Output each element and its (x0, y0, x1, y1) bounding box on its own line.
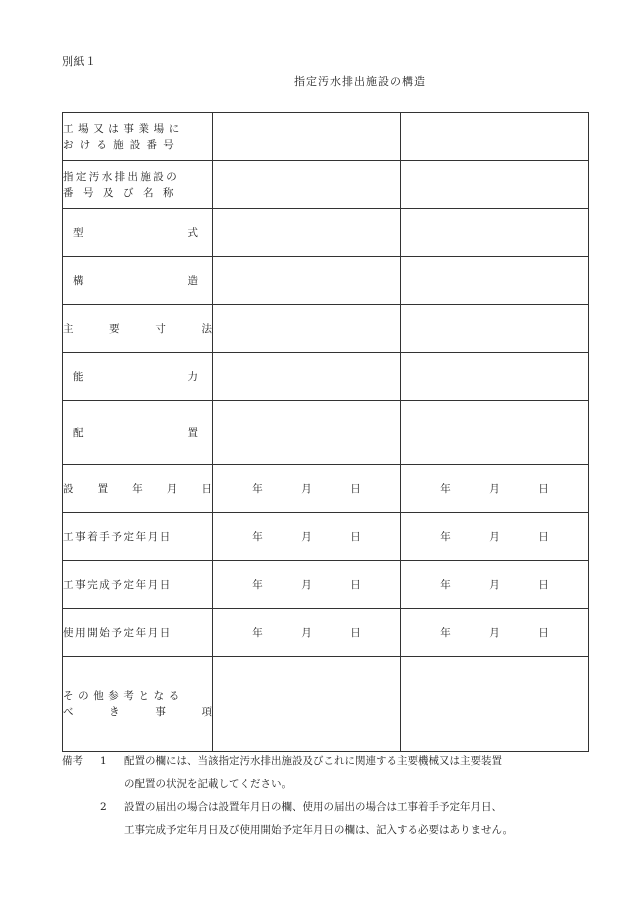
label-facility-number-line2: おける施設番号 (63, 138, 180, 151)
row-facility-name (63, 161, 589, 209)
document-title: 指定汚水排出施設の構造 (294, 75, 426, 88)
cell-facility-number-b[interactable] (401, 113, 589, 161)
row-capacity (63, 353, 589, 401)
cell-construction-start-b[interactable]: 年 月 日 (401, 513, 589, 561)
label-layout: 配 置 (63, 401, 213, 465)
label-facility-number-line1: 工場又は事業場に (63, 122, 184, 135)
label-facility-name-line2: 番号及び名称 (63, 186, 183, 199)
row-use-start (63, 609, 589, 657)
cell-other-reference-b[interactable] (401, 657, 589, 752)
row-install-date (63, 465, 589, 513)
cell-other-reference-a[interactable] (213, 657, 401, 752)
note-number: 2 (100, 801, 107, 813)
notes-section (62, 750, 588, 842)
cell-use-start-b[interactable]: 年 月 日 (401, 609, 589, 657)
cell-layout-b[interactable] (401, 401, 589, 465)
cell-capacity-a[interactable] (213, 353, 401, 401)
label-model: 型 式 (63, 209, 213, 257)
note-number: 1 (100, 755, 107, 767)
notes-heading: 備考 (62, 755, 83, 767)
cell-construction-end-b[interactable]: 年 月 日 (401, 561, 589, 609)
cell-dimensions-b[interactable] (401, 305, 589, 353)
cell-construction-end-a[interactable]: 年 月 日 (213, 561, 401, 609)
note-item-1 (62, 750, 588, 796)
label-construction-start: 工事着手予定年月日 (63, 513, 213, 561)
row-construction-end (63, 561, 589, 609)
cell-dimensions-a[interactable] (213, 305, 401, 353)
cell-model-b[interactable] (401, 209, 589, 257)
row-layout (63, 401, 589, 465)
label-use-start: 使用開始予定年月日 (63, 609, 213, 657)
label-other-reference-line2: べ き 事 項 (63, 706, 212, 718)
label-structure: 構 造 (63, 257, 213, 305)
cell-structure-b[interactable] (401, 257, 589, 305)
label-facility-name-line1: 指定汚水排出施設の (63, 170, 180, 183)
label-other-reference-line1: その他参考となる (63, 690, 184, 702)
note-text: 配置の欄には、当該指定汚水排出施設及びこれに関連する主要機械又は主要装置 の配置の状況を記載してください。 (124, 755, 502, 790)
cell-capacity-b[interactable] (401, 353, 589, 401)
label-facility-name (63, 161, 213, 209)
cell-facility-name-a[interactable] (213, 161, 401, 209)
row-facility-number (63, 113, 589, 161)
row-model (63, 209, 589, 257)
label-capacity: 能 力 (63, 353, 213, 401)
cell-facility-number-a[interactable] (213, 113, 401, 161)
cell-layout-a[interactable] (213, 401, 401, 465)
cell-construction-start-a[interactable]: 年 月 日 (213, 513, 401, 561)
cell-use-start-a[interactable]: 年 月 日 (213, 609, 401, 657)
row-dimensions (63, 305, 589, 353)
label-other-reference (63, 657, 213, 752)
row-other-reference (63, 657, 589, 752)
label-dimensions: 主 要 寸 法 (63, 305, 213, 353)
cell-facility-name-b[interactable] (401, 161, 589, 209)
note-item-2 (62, 796, 588, 842)
form-label: 別紙１ (62, 55, 97, 68)
note-text: 設置の届出の場合は設置年月日の欄、使用の届出の場合は工事着手予定年月日、 工事完成予定年月日及び使用開始予定年月日の欄は、記入する必要はありません。 (124, 801, 514, 836)
cell-structure-a[interactable] (213, 257, 401, 305)
label-facility-number (63, 113, 213, 161)
row-structure (63, 257, 589, 305)
cell-install-date-a[interactable]: 年 月 日 (213, 465, 401, 513)
label-install-date: 設 置 年 月 日 (63, 465, 213, 513)
facility-structure-table (62, 112, 589, 752)
row-construction-start (63, 513, 589, 561)
cell-model-a[interactable] (213, 209, 401, 257)
label-construction-end: 工事完成予定年月日 (63, 561, 213, 609)
cell-install-date-b[interactable]: 年 月 日 (401, 465, 589, 513)
